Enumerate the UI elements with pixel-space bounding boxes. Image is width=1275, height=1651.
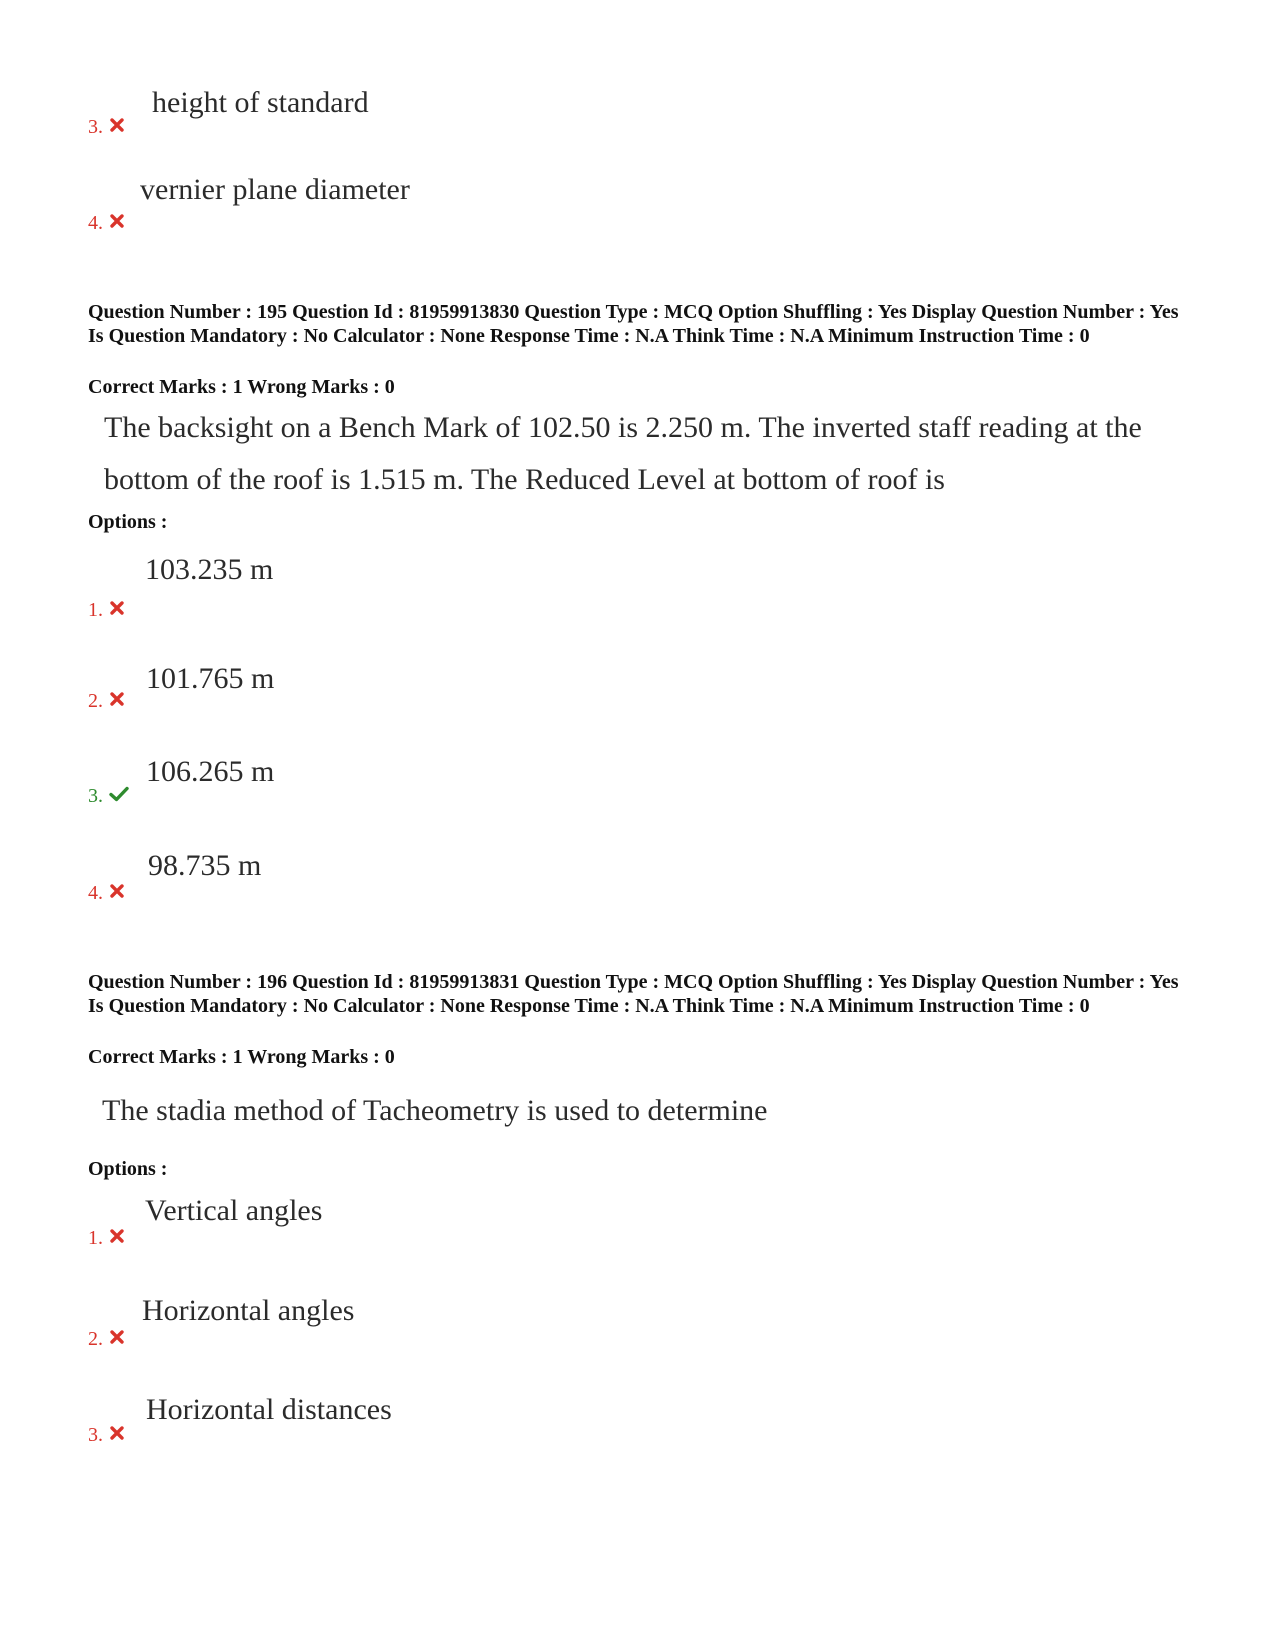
cross-icon — [109, 691, 125, 707]
option-number: 4. — [88, 883, 125, 903]
cross-icon — [109, 1425, 125, 1441]
option-text: 103.235 m — [145, 553, 274, 586]
question-marks: Correct Marks : 1 Wrong Marks : 0 — [88, 1046, 395, 1068]
cross-icon — [109, 117, 125, 133]
option-number: 2. — [88, 1329, 125, 1349]
cross-icon — [109, 600, 125, 616]
options-label: Options : — [88, 511, 168, 533]
option-number: 3. — [88, 786, 129, 806]
question-stem: The stadia method of Tacheometry is used to determine — [102, 1094, 768, 1127]
option-number: 3. — [88, 117, 125, 137]
option-text: 101.765 m — [146, 662, 275, 695]
option-text: Vertical angles — [145, 1194, 323, 1227]
option-text: 98.735 m — [148, 849, 262, 882]
question-stem: The backsight on a Bench Mark of 102.50 is 2.250 m. The inverted staff reading at the bottom of the roof is 1.515 m. The Reduced Level at bottom of roof is — [104, 411, 1142, 496]
question-meta: Question Number : 196 Question Id : 81959913831 Question Type : MCQ Option Shuffling : Yes Display Question Number : Yes Is Question Mandatory : No Calculator : None Response Time : N.A Think Time : N.A Minimum Instruction Time : 0 — [88, 971, 1179, 1017]
option-number: 2. — [88, 691, 125, 711]
cross-icon — [109, 883, 125, 899]
cross-icon — [109, 1228, 125, 1244]
option-number: 1. — [88, 1228, 125, 1248]
cross-icon — [109, 1329, 125, 1345]
question-meta: Question Number : 195 Question Id : 81959913830 Question Type : MCQ Option Shuffling : Yes Display Question Number : Yes Is Question Mandatory : No Calculator : None Response Time : N.A Think Time : N.A Minimum Instruction Time : 0 — [88, 301, 1179, 347]
options-label: Options : — [88, 1158, 168, 1180]
cross-icon — [109, 213, 125, 229]
check-icon — [109, 786, 129, 802]
option-text: Horizontal distances — [146, 1393, 392, 1426]
option-number: 3. — [88, 1425, 125, 1445]
option-text: Horizontal angles — [142, 1294, 355, 1327]
question-marks: Correct Marks : 1 Wrong Marks : 0 — [88, 376, 395, 398]
option-number: 4. — [88, 213, 125, 233]
option-number: 1. — [88, 600, 125, 620]
option-text: 106.265 m — [146, 755, 275, 788]
option-text: height of standard — [152, 86, 369, 119]
option-text: vernier plane diameter — [140, 173, 410, 206]
